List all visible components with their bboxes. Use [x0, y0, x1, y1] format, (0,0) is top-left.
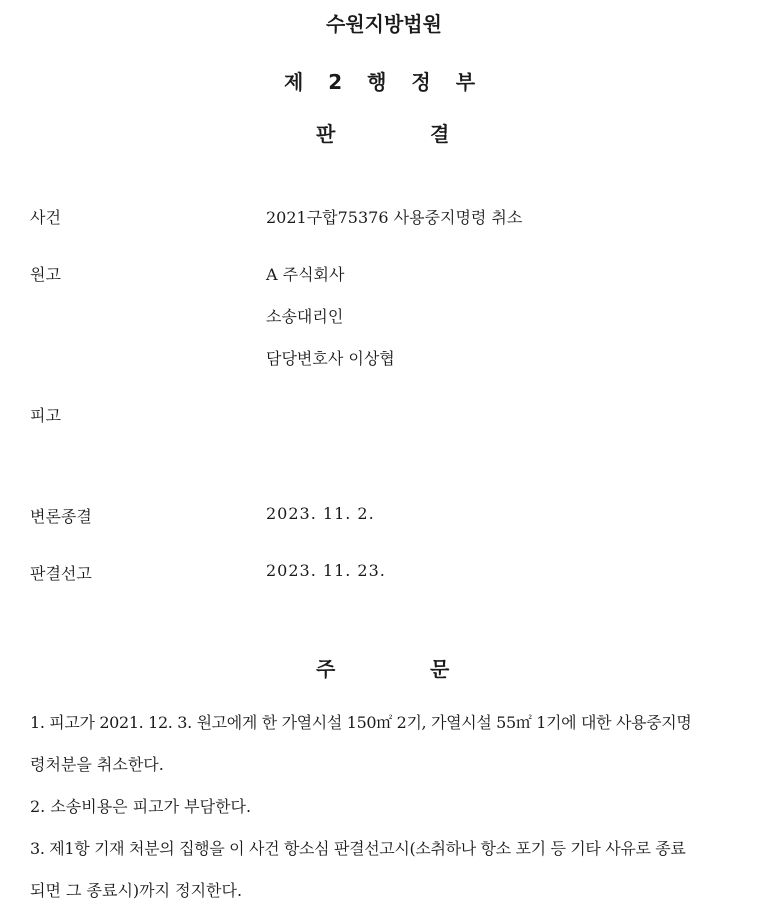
closing-label: 변론종결 — [30, 507, 92, 526]
order-title — [0, 653, 768, 683]
order-item-2: 2. 소송비용은 피고가 부담한다. — [30, 797, 252, 816]
plaintiff-rep-title: 소송대리인 — [266, 307, 344, 326]
plaintiff-name: A 주식회사 — [266, 265, 345, 284]
judgment-title-right: 결 — [430, 122, 450, 146]
court-name: 수원지방법원 — [326, 12, 442, 36]
case-value: 2021구합75376 사용중지명령 취소 — [266, 208, 523, 227]
case-label: 사건 — [30, 208, 61, 227]
order-title-left: 주 — [316, 657, 336, 681]
judgment-title-left: 판 — [316, 122, 336, 146]
order-item-3-line-1: 3. 제1항 기재 처분의 집행을 이 사건 항소심 판결선고시(소취하나 항소 포기 등 기타 사유로 종료 — [30, 839, 686, 858]
ruling-date: 2023. 11. 23. — [266, 561, 386, 580]
order-item-3-line-2: 되면 그 종료시)까지 정지한다. — [30, 881, 243, 900]
order-item-1-line-2: 령처분을 취소한다. — [30, 755, 164, 774]
order-title-right: 문 — [430, 657, 450, 681]
closing-date: 2023. 11. 2. — [266, 504, 375, 523]
judgment-title — [0, 118, 768, 148]
plaintiff-label: 원고 — [30, 265, 61, 284]
order-item-1-line-1: 1. 피고가 2021. 12. 3. 원고에게 한 가열시설 150㎡ 2기, 가열시설 55㎡ 1기에 대한 사용중지명 — [30, 713, 692, 732]
ruling-label: 판결선고 — [30, 564, 92, 583]
defendant-label: 피고 — [30, 406, 61, 425]
division-name: 제 2 행 정 부 — [283, 70, 485, 94]
plaintiff-rep-name: 담당변호사 이상협 — [266, 349, 395, 368]
